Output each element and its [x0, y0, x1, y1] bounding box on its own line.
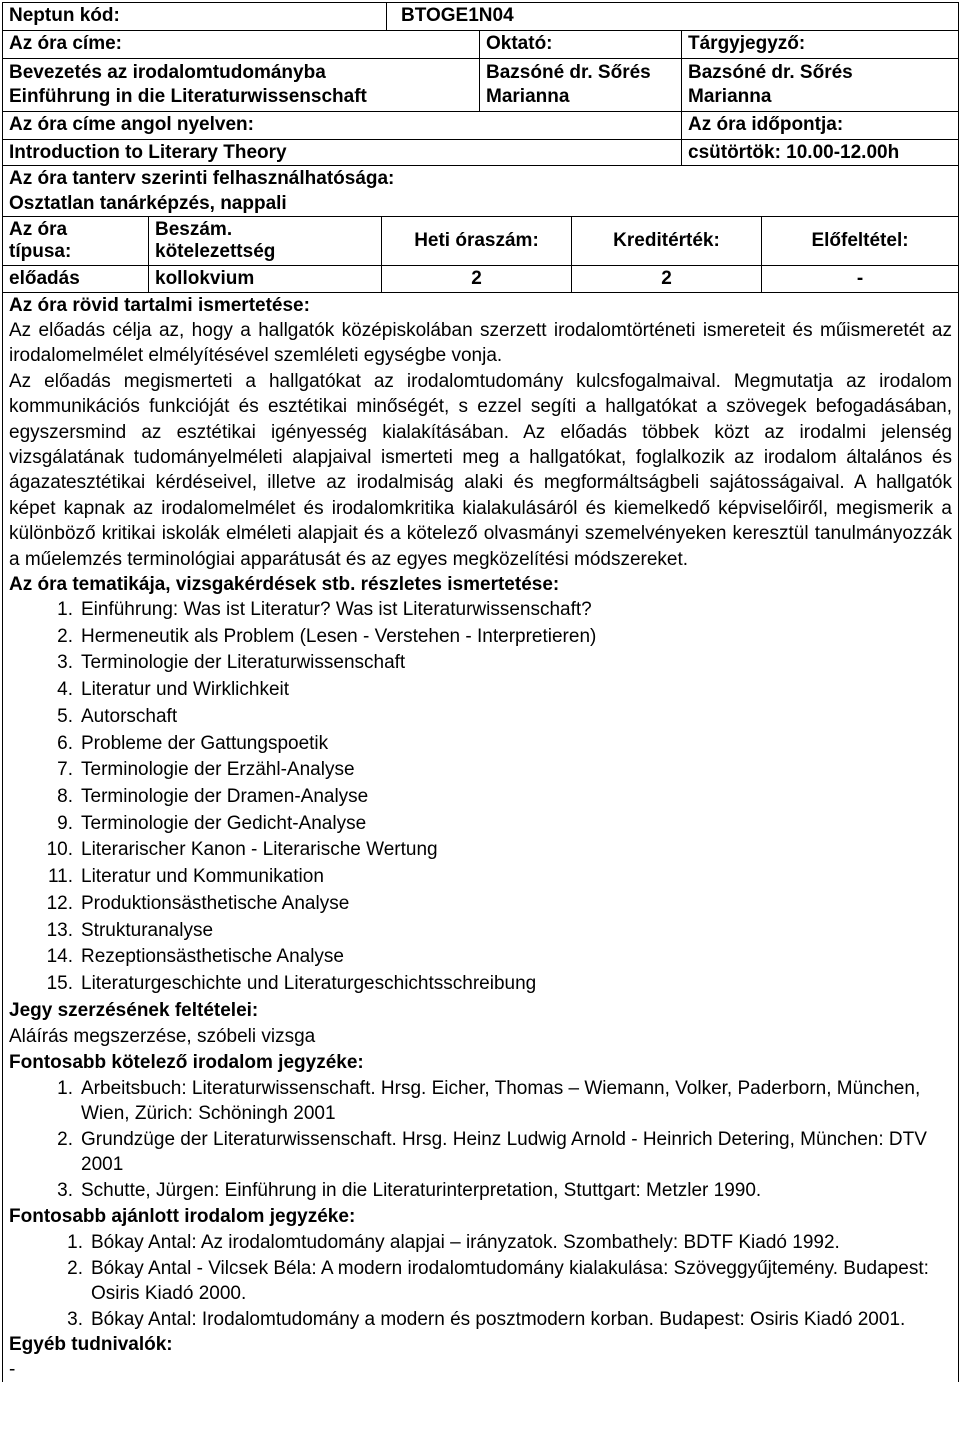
instructor-name-line-1: Bazsóné dr. Sőrés: [486, 62, 651, 83]
topic-item: [9, 731, 952, 758]
topic-item-number: 13.: [46, 919, 73, 941]
english-title-label: Az óra címe angol nyelven:: [3, 112, 682, 139]
instructor-name: [480, 59, 682, 111]
topic-item-text: Hermeneutik als Problem (Lesen - Verstehen - Interpretieren): [81, 625, 597, 647]
topic-item-number: 7.: [57, 759, 73, 781]
time-label: Az óra időpontja:: [688, 114, 844, 135]
topic-item-text: Literaturgeschichte und Literaturgeschichtsschreibung: [81, 972, 537, 994]
topic-item: [9, 811, 952, 838]
topic-item-text: Probleme der Gattungspoetik: [81, 732, 329, 754]
meta-value-row: [3, 266, 958, 293]
recorder-name-line-1: Bazsóné dr. Sőrés: [688, 62, 853, 83]
weekly-hours-value: 2: [382, 266, 572, 292]
recorder-name: [682, 59, 958, 111]
topic-item-number: 9.: [57, 812, 73, 834]
required-literature-item: [9, 1127, 952, 1178]
recommended-literature-item-text: Bókay Antal: Irodalomtudomány a modern és posztmodern korban. Budapest: Osiris Kiadó 2001.: [91, 1308, 906, 1330]
required-literature-item-number: 3.: [57, 1179, 73, 1201]
course-title-de: Einführung in die Literaturwissenschaft: [9, 85, 367, 107]
topic-item: [9, 757, 952, 784]
topic-item-number: 4.: [57, 679, 73, 701]
topic-item-number: 1.: [57, 599, 73, 621]
topic-item: [9, 704, 952, 731]
course-type-value: előadás: [3, 266, 149, 292]
topic-item-text: Literatur und Wirklichkeit: [81, 679, 290, 701]
topic-item-number: 3.: [57, 652, 73, 674]
meta-label-row: [3, 217, 958, 266]
recommended-literature-item-number: 2.: [67, 1257, 83, 1279]
course-title: [3, 59, 480, 111]
required-literature-heading: Fontosabb kötelező irodalom jegyzéke:: [9, 1051, 364, 1073]
summary-heading: Az óra rövid tartalmi ismertetése:: [9, 295, 310, 316]
course-type-label-line-1: Az óra: [9, 219, 68, 240]
recommended-literature-list: [9, 1230, 952, 1332]
time-value: csütörtök: 10.00-12.00h: [688, 142, 900, 163]
usability-label: Az óra tanterv szerinti felhasználhatósága:: [9, 168, 395, 189]
assessment-value: kollokvium: [149, 266, 382, 292]
topic-item-number: 6.: [57, 732, 73, 754]
grading-value: Aláírás megszerzése, szóbeli vizsga: [9, 1025, 316, 1047]
topic-item: [9, 918, 952, 945]
course-body: [3, 293, 958, 1382]
topic-item: [9, 891, 952, 918]
topic-item: [9, 677, 952, 704]
neptun-code: BTOGE1N04: [401, 5, 514, 26]
topics-heading: Az óra tematikája, vizsgakérdések stb. részletes ismertetése:: [9, 574, 560, 596]
course-type-label: [3, 217, 149, 265]
required-literature-item: [9, 1076, 952, 1127]
recommended-literature-item: [9, 1256, 952, 1307]
english-title-label-row: [3, 112, 958, 140]
neptun-label: Neptun kód:: [3, 3, 387, 30]
topic-item-text: Terminologie der Erzähl-Analyse: [81, 759, 355, 781]
topic-item: [9, 837, 952, 864]
topic-item-text: Terminologie der Literaturwissenschaft: [81, 652, 406, 674]
topic-item-text: Einführung: Was ist Literatur? Was ist Literaturwissenschaft?: [81, 599, 592, 621]
topic-item: [9, 864, 952, 891]
usability-label-row: [3, 166, 958, 191]
topic-item-text: Terminologie der Gedicht-Analyse: [81, 812, 367, 834]
required-literature-item-text: Arbeitsbuch: Literaturwissenschaft. Hrsg. Eicher, Thomas – Wiemann, Volker, Paderborn, München, Wien, Zürich: Schöningh 2001: [81, 1077, 921, 1125]
required-literature-item-number: 2.: [57, 1128, 73, 1150]
topic-item-number: 10.: [46, 839, 73, 861]
instructor-name-line-2: Marianna: [486, 85, 570, 107]
summary-paragraph-1: Az előadás célja az, hogy a hallgatók középiskolában szerzett irodalomtörténeti ismereteit és műismeretét az irodalomelmélet elmélyítésével szemléleti egységbe vonja.: [9, 320, 952, 367]
topic-item-number: 14.: [46, 946, 73, 968]
topic-item: [9, 650, 952, 677]
topic-item-number: 2.: [57, 625, 73, 647]
english-title: Introduction to Literary Theory: [3, 140, 682, 165]
recommended-literature-heading: Fontosabb ajánlott irodalom jegyzéke:: [9, 1206, 356, 1228]
course-title-label: Az óra címe:: [3, 31, 480, 58]
topic-item-text: Literarischer Kanon - Literarische Wertung: [81, 839, 438, 861]
title-label-row: [3, 31, 958, 59]
assessment-label-line-2: kötelezettség: [155, 241, 276, 262]
weekly-hours-label: Heti óraszám:: [382, 217, 572, 265]
course-sheet: [2, 2, 959, 1382]
recommended-literature-item: [9, 1307, 952, 1333]
grading-heading: Jegy szerzésének feltételei:: [9, 999, 259, 1021]
summary-paragraph-2: Az előadás megismerteti a hallgatókat az irodalomtudomány kulcsfogalmaival. Megmutatja az irodalom kommunikációs funkcióját és esztétikai minőségét, s ezzel segíti a hallgatókat a szövegek befogadásában, egyszersmind az esztétikai igényesség kialakításában. Az előadás többek közt az irodalmi jelenség vizsgálatának tudományelméleti alapjaival ismerteti meg a hallgatókat, foglalkozik az irodalom általános és ágazatesztétikai kérdéseivel, illetve az irodalmiság alaki és megformáltságbeli sajátosságaival. A hallgatók képet kapnak az irodalomelmélet és irodalomkritika kialakulásáról és kiemelkedő képviselőiről, megismerik a különböző kritikai iskolák elméleti alapjait és a kötelező olvasmányi szemelvényeken keresztül tanulmányozzák a műelemzés terminológiai apparátusát és az egyes megközelítési módszereket.: [9, 370, 952, 570]
topic-item-number: 11.: [47, 866, 73, 888]
other-info-value: -: [9, 1359, 16, 1381]
assessment-label: [149, 217, 382, 265]
topic-item: [9, 784, 952, 811]
required-literature-item-text: Schutte, Jürgen: Einführung in die Literaturinterpretation, Stuttgart: Metzler 1990.: [81, 1179, 762, 1201]
other-info-heading: Egyéb tudnivalók:: [9, 1334, 173, 1356]
title-value-row: [3, 59, 958, 112]
topic-item: [9, 944, 952, 971]
topics-list: [9, 597, 952, 998]
recorder-label: Tárgyjegyző:: [688, 33, 806, 54]
recommended-literature-item-number: 1.: [67, 1232, 83, 1254]
required-literature-item: [9, 1178, 952, 1204]
neptun-row: [3, 3, 958, 31]
topic-item: [9, 597, 952, 624]
topic-item-number: 15.: [46, 972, 73, 994]
prerequisite-label: Előfeltétel:: [811, 230, 909, 252]
recommended-literature-item-text: Bókay Antal - Vilcsek Béla: A modern irodalomtudomány kialakulása: Szöveggyűjtemény. Budapest: Osiris Kiadó 2000.: [91, 1257, 929, 1305]
course-type-label-line-2: típusa:: [9, 241, 72, 262]
topic-item-text: Literatur und Kommunikation: [81, 866, 324, 888]
topic-item-text: Autorschaft: [81, 705, 178, 727]
usability-row: [3, 191, 958, 217]
credit-value: 2: [572, 266, 762, 292]
topic-item-number: 5.: [57, 705, 73, 727]
topic-item-number: 8.: [57, 785, 73, 807]
english-title-row: [3, 140, 958, 166]
recommended-literature-item-text: Bókay Antal: Az irodalomtudomány alapjai – irányzatok. Szombathely: BDTF Kiadó 1992.: [91, 1232, 840, 1254]
topic-item: [9, 624, 952, 651]
credit-label: Kreditérték:: [572, 217, 762, 265]
instructor-label: Oktató:: [480, 31, 682, 58]
topic-item-text: Produktionsästhetische Analyse: [81, 892, 350, 914]
assessment-label-line-1: Beszám.: [155, 219, 233, 240]
required-literature-item-text: Grundzüge der Literaturwissenschaft. Hrsg. Heinz Ludwig Arnold - Heinrich Detering, München: DTV 2001: [81, 1128, 927, 1176]
required-literature-item-number: 1.: [57, 1077, 73, 1099]
prerequisite-value: -: [856, 268, 864, 289]
topic-item: [9, 971, 952, 998]
usability-value: Osztatlan tanárképzés, nappali: [9, 193, 287, 214]
topic-item-number: 12.: [46, 892, 73, 914]
recorder-name-line-2: Marianna: [688, 85, 772, 107]
topic-item-text: Rezeptionsästhetische Analyse: [81, 946, 344, 968]
required-literature-list: [9, 1076, 952, 1204]
topic-item-text: Terminologie der Dramen-Analyse: [81, 785, 369, 807]
course-title-hu: Bevezetés az irodalomtudományba: [9, 62, 326, 83]
recommended-literature-item: [9, 1230, 952, 1256]
topic-item-text: Strukturanalyse: [81, 919, 214, 941]
recommended-literature-item-number: 3.: [67, 1308, 83, 1330]
